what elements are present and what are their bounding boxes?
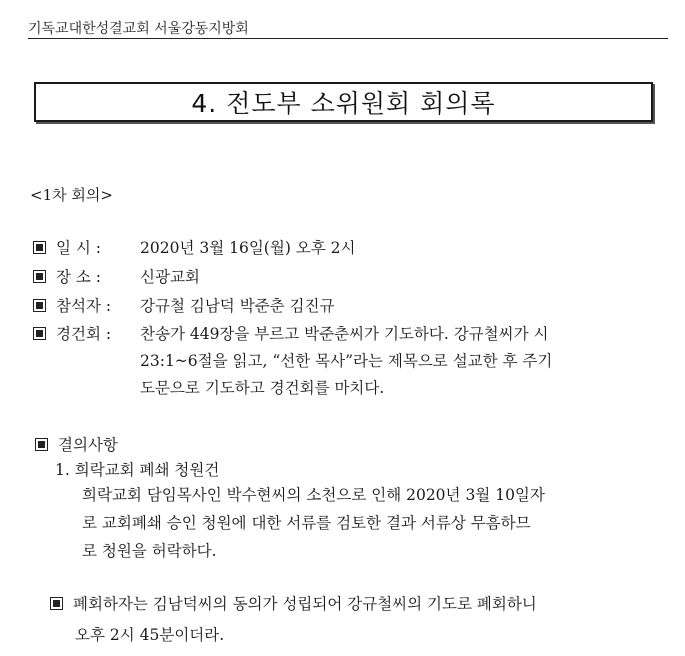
info-label: 경건회 : — [56, 325, 112, 343]
resolution-body-line: 로 교회폐쇄 승인 청원에 대한 서류를 검토한 결과 서류상 무흠하므 — [82, 514, 531, 532]
document-title: 4. 전도부 소위원회 회의록 — [191, 89, 496, 118]
bullet-square-icon — [33, 241, 46, 254]
info-value: 신광교회 — [140, 268, 200, 286]
info-value: 찬송가 449장을 부르고 박준춘씨가 기도하다. 강규철씨가 시 — [140, 325, 549, 343]
info-label: 일 시 : — [56, 239, 102, 257]
devotion-continuation: 23:1~6절을 읽고, “선한 목사”라는 제목으로 설교한 후 주기 — [140, 352, 553, 370]
bullet-square-icon — [33, 299, 46, 312]
info-value: 강규철 김남덕 박준춘 김진규 — [140, 297, 335, 315]
info-label: 참석자 : — [56, 297, 112, 315]
closing-line: 오후 2시 45분이더라. — [75, 626, 225, 644]
bullet-square-icon — [50, 597, 63, 610]
resolution-item-title: 1. 희락교회 폐쇄 청원건 — [55, 461, 220, 479]
info-label: 장 소 : — [56, 268, 102, 286]
closing-line: 폐회하자는 김남덕씨의 동의가 성립되어 강규철씨의 기도로 폐회하니 — [73, 595, 537, 613]
org-name: 기독교대한성결교회 서울강동지방회 — [28, 21, 249, 37]
bullet-square-icon — [35, 438, 48, 451]
resolutions-heading-label: 결의사항 — [58, 436, 118, 454]
meeting-number: <1차 회의> — [30, 186, 113, 204]
resolutions-heading — [35, 433, 118, 455]
closing-statement — [50, 592, 537, 614]
resolution-body-line: 로 청원을 허락하다. — [82, 542, 217, 560]
bullet-square-icon — [33, 327, 46, 340]
bullet-square-icon — [33, 270, 46, 283]
header-rule — [28, 16, 668, 39]
info-row-place — [33, 265, 200, 287]
info-value: 2020년 3월 16일(월) 오후 2시 — [140, 239, 356, 257]
info-row-datetime — [33, 236, 356, 258]
devotion-continuation: 도문으로 기도하고 경건회를 마치다. — [140, 379, 385, 397]
info-row-devotion — [33, 322, 548, 344]
title-box — [34, 82, 653, 122]
resolution-body-line: 희락교회 담임목사인 박수현씨의 소천으로 인해 2020년 3월 10일자 — [82, 486, 545, 504]
info-row-attendees — [33, 294, 334, 316]
